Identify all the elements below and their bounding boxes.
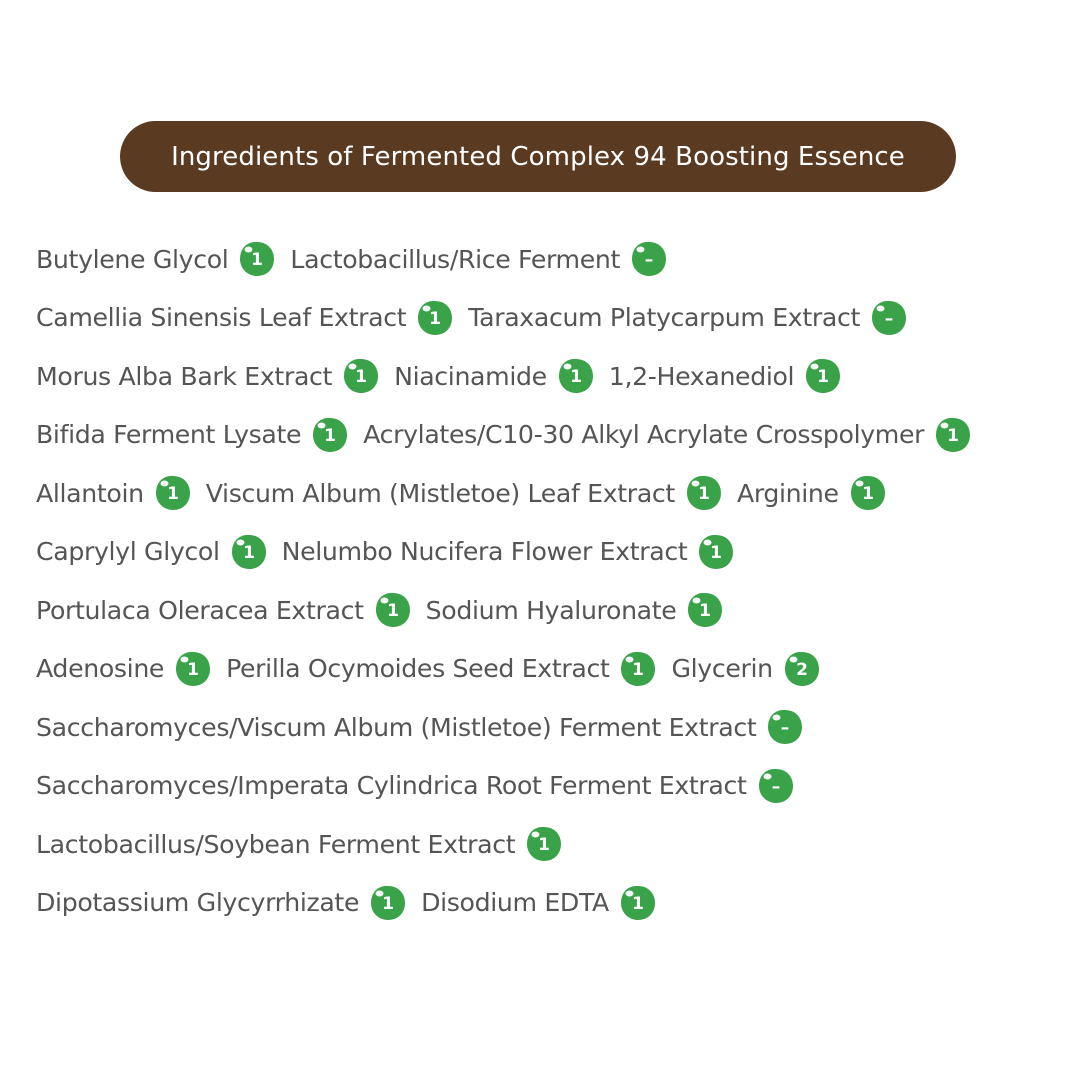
ingredient-item bbox=[290, 240, 668, 278]
ingredient-row bbox=[36, 698, 1076, 757]
grade-label: 1 bbox=[386, 601, 399, 622]
ingredient-name: Camellia Sinensis Leaf Extract bbox=[36, 303, 407, 333]
grade-label: 1 bbox=[632, 893, 644, 914]
ingredient-row bbox=[36, 289, 1076, 348]
grade-label: 1 bbox=[187, 659, 199, 680]
leaf-drop-icon bbox=[773, 715, 781, 721]
ingredient-item bbox=[282, 533, 736, 571]
ingredient-name: Dipotassium Glycyrrhizate bbox=[36, 888, 360, 918]
ingredient-name: Arginine bbox=[736, 478, 839, 508]
ingredient-row bbox=[36, 581, 1076, 640]
safety-grade-badge bbox=[686, 591, 724, 629]
ingredient-name: Butylene Glycol bbox=[36, 244, 229, 274]
grade-label: 1 bbox=[251, 250, 264, 271]
ingredient-name: Acrylates/C10-30 Alkyl Acrylate Crosspolymer bbox=[363, 420, 925, 450]
ingredient-name: Viscum Album (Mistletoe) Leaf Extract bbox=[205, 478, 675, 508]
page-title: Ingredients of Fermented Complex 94 Boosting Essence bbox=[171, 141, 905, 172]
safety-grade-badge bbox=[619, 650, 657, 688]
safety-grade-badge bbox=[685, 474, 723, 512]
safety-grade-badge bbox=[934, 416, 972, 454]
safety-grade-badge bbox=[766, 708, 804, 746]
ingredient-item bbox=[36, 767, 795, 805]
safety-grade-badge bbox=[416, 299, 454, 337]
ingredient-name: Lactobacillus/Soybean Ferment Extract bbox=[36, 829, 516, 859]
safety-grade-badge bbox=[342, 357, 380, 395]
ingredient-name: Allantoin bbox=[36, 478, 144, 508]
safety-grade-badge bbox=[369, 884, 407, 922]
ingredient-item bbox=[36, 299, 454, 337]
ingredient-row bbox=[36, 815, 1076, 874]
safety-grade-badge bbox=[154, 474, 192, 512]
ingredient-name: 1,2-Hexanediol bbox=[608, 361, 795, 391]
grade-label: 1 bbox=[861, 484, 874, 505]
ingredient-item bbox=[36, 474, 192, 512]
ingredient-name: Saccharomyces/Viscum Album (Mistletoe) Ferment Extract bbox=[36, 712, 757, 742]
ingredient-item bbox=[671, 650, 820, 688]
grade-label: 1 bbox=[632, 659, 645, 680]
grade-label: 1 bbox=[817, 367, 830, 388]
safety-grade-badge bbox=[783, 650, 821, 688]
safety-grade-badge bbox=[525, 825, 563, 863]
ingredient-name: Lactobacillus/Rice Ferment bbox=[290, 244, 620, 274]
ingredient-item bbox=[363, 416, 972, 454]
safety-grade-badge bbox=[804, 357, 842, 395]
grade-label: 1 bbox=[538, 835, 551, 856]
safety-grade-badge bbox=[619, 884, 657, 922]
ingredient-name: Disodium EDTA bbox=[421, 888, 609, 918]
ingredient-item bbox=[206, 474, 723, 512]
ingredient-item bbox=[36, 825, 563, 863]
ingredient-name: Bifida Ferment Lysate bbox=[36, 420, 302, 450]
safety-grade-badge bbox=[230, 533, 268, 571]
ingredient-item bbox=[426, 591, 725, 629]
ingredient-row bbox=[36, 640, 1076, 699]
ingredient-name: Taraxacum Platycarpum Extract bbox=[468, 303, 860, 333]
grade-label: 1 bbox=[699, 601, 712, 622]
leaf-drop-icon bbox=[763, 773, 771, 779]
safety-grade-badge bbox=[870, 299, 908, 337]
leaf-drop-icon bbox=[637, 247, 645, 253]
ingredient-row bbox=[36, 230, 1076, 289]
safety-grade-badge bbox=[630, 240, 668, 278]
ingredient-item bbox=[421, 884, 657, 922]
grade-label: 2 bbox=[795, 659, 808, 680]
safety-grade-badge bbox=[374, 591, 412, 629]
ingredient-item bbox=[36, 416, 349, 454]
ingredient-row bbox=[36, 464, 1076, 523]
ingredient-item bbox=[36, 357, 380, 395]
grade-label: 1 bbox=[429, 308, 442, 329]
ingredient-list bbox=[36, 230, 1076, 932]
ingredient-item bbox=[36, 591, 412, 629]
leaf-drop-icon bbox=[877, 305, 885, 311]
ingredient-name: Nelumbo Nucifera Flower Extract bbox=[281, 537, 688, 567]
safety-grade-badge bbox=[757, 767, 795, 805]
ingredient-row bbox=[36, 874, 1076, 933]
grade-label: – bbox=[644, 250, 654, 271]
ingredient-name: Caprylyl Glycol bbox=[36, 537, 220, 567]
grade-label: 1 bbox=[947, 425, 960, 446]
ingredient-row bbox=[36, 523, 1076, 582]
grade-label: 1 bbox=[569, 367, 582, 388]
ingredient-item bbox=[36, 533, 268, 571]
grade-label: 1 bbox=[324, 425, 337, 446]
ingredient-name: Morus Alba Bark Extract bbox=[36, 361, 333, 391]
ingredient-name: Niacinamide bbox=[394, 361, 547, 391]
ingredient-name: Sodium Hyaluronate bbox=[425, 595, 677, 625]
ingredient-row bbox=[36, 757, 1076, 816]
grade-label: 1 bbox=[382, 893, 395, 914]
ingredient-item bbox=[394, 357, 595, 395]
ingredient-row bbox=[36, 406, 1076, 465]
ingredient-item bbox=[36, 884, 407, 922]
ingredient-item bbox=[36, 650, 212, 688]
safety-grade-badge bbox=[697, 533, 735, 571]
ingredient-item bbox=[226, 650, 657, 688]
grade-label: – bbox=[771, 776, 780, 797]
grade-label: 1 bbox=[698, 484, 710, 505]
grade-label: 1 bbox=[166, 484, 179, 505]
safety-grade-badge bbox=[174, 650, 212, 688]
ingredient-name: Glycerin bbox=[671, 654, 773, 684]
ingredient-item bbox=[609, 357, 842, 395]
ingredient-item bbox=[36, 708, 804, 746]
grade-label: – bbox=[884, 308, 894, 329]
safety-grade-badge bbox=[557, 357, 595, 395]
safety-grade-badge bbox=[238, 240, 276, 278]
ingredient-row bbox=[36, 347, 1076, 406]
grade-label: – bbox=[781, 718, 790, 739]
ingredient-name: Saccharomyces/Imperata Cylindrica Root Ferment Extract bbox=[36, 771, 747, 801]
ingredient-item bbox=[737, 474, 887, 512]
title-banner bbox=[120, 121, 956, 192]
ingredient-name: Portulaca Oleracea Extract bbox=[36, 595, 364, 625]
ingredient-name: Perilla Ocymoides Seed Extract bbox=[226, 654, 610, 684]
safety-grade-badge bbox=[849, 474, 887, 512]
safety-grade-badge bbox=[311, 416, 349, 454]
grade-label: 1 bbox=[710, 542, 723, 563]
ingredient-name: Adenosine bbox=[36, 654, 165, 684]
ingredient-item bbox=[468, 299, 908, 337]
grade-label: 1 bbox=[355, 367, 367, 388]
ingredient-item bbox=[36, 240, 276, 278]
grade-label: 1 bbox=[242, 542, 255, 563]
